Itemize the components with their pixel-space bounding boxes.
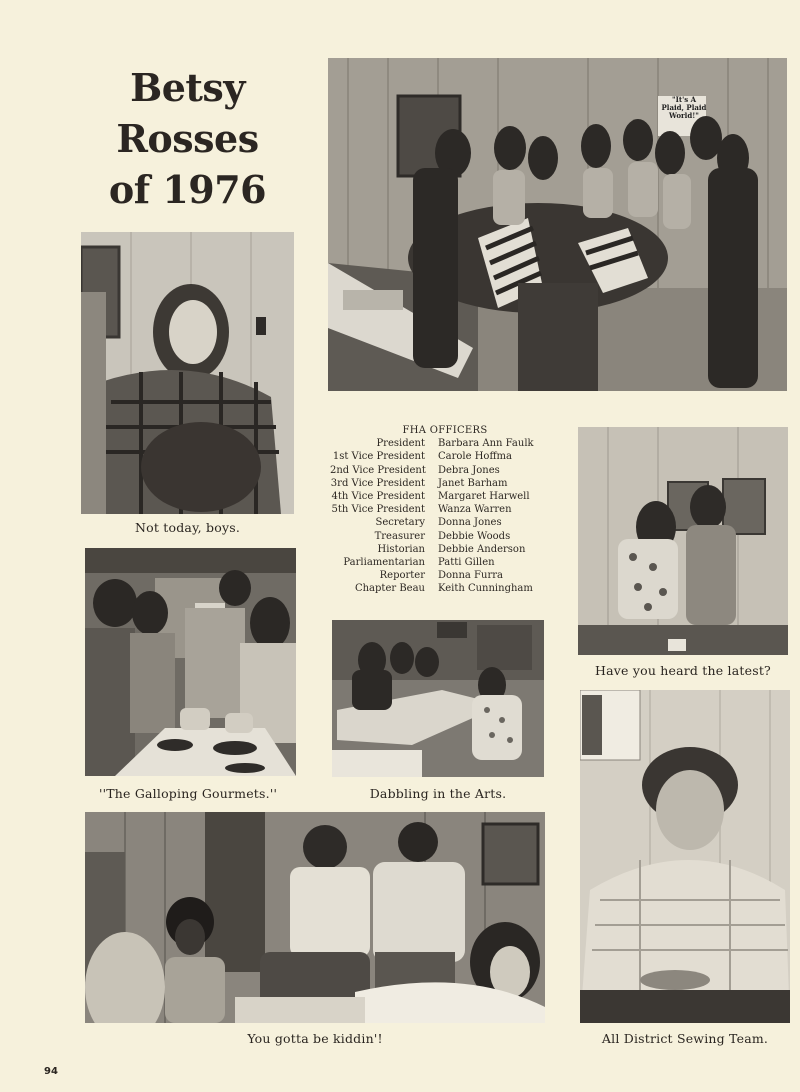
- officer-role: 2nd Vice President: [330, 464, 426, 476]
- officer-role: Reporter: [379, 570, 425, 582]
- officer-row: [330, 516, 550, 529]
- officer-role: Chapter Beau: [354, 583, 425, 595]
- officer-name: Debra Jones: [438, 464, 500, 476]
- officer-row: [330, 556, 550, 569]
- officer-name: Janet Barham: [438, 477, 508, 489]
- officer-name: Barbara Ann Faulk: [438, 438, 534, 450]
- fha-officers-list: [330, 424, 550, 596]
- sign-plaid-world: "It's A Plaid, Plaid World!": [661, 95, 707, 120]
- officer-name: Keith Cunningham: [438, 583, 533, 595]
- officer-row: [330, 503, 550, 516]
- officer-row: [330, 582, 550, 595]
- officer-row: [330, 530, 550, 543]
- officer-name: Debbie Anderson: [438, 543, 526, 555]
- photo-flag-sewing-group: [328, 58, 787, 391]
- photo-girl-plaid-shirt: [81, 232, 294, 514]
- officer-role: 4th Vice President: [331, 491, 425, 503]
- photo-two-girls-talking: [578, 427, 788, 655]
- officer-role: Secretary: [375, 517, 425, 529]
- photo-sewing-team-boy: [580, 690, 790, 1023]
- officer-name: Margaret Harwell: [438, 491, 530, 503]
- officer-name: Carole Hoffma: [438, 451, 512, 463]
- caption-sewing-team: All District Sewing Team.: [601, 1031, 769, 1046]
- officer-name: Patti Gillen: [438, 557, 495, 569]
- title-line-2: Rosses: [116, 116, 259, 161]
- officer-name: Donna Furra: [438, 570, 503, 582]
- officer-role: 5th Vice President: [331, 504, 425, 516]
- caption-not-today-boys: Not today, boys.: [135, 520, 240, 535]
- caption-heard-latest: Have you heard the latest?: [595, 663, 771, 678]
- officer-row: [330, 450, 550, 463]
- caption-galloping-gourmets: ''The Galloping Gourmets.'': [99, 786, 278, 801]
- officer-name: Wanza Warren: [438, 504, 512, 516]
- caption-dabbling-arts: Dabbling in the Arts.: [369, 786, 507, 801]
- officer-name: Donna Jones: [438, 517, 502, 529]
- officer-role: President: [376, 438, 425, 450]
- officer-row: [330, 464, 550, 477]
- officer-role: Treasurer: [374, 530, 425, 542]
- officer-name: Debbie Woods: [438, 530, 511, 542]
- officer-role: 1st Vice President: [332, 451, 425, 463]
- officer-row: [330, 569, 550, 582]
- photo-dabbling-in-arts: [332, 620, 544, 777]
- page-title: [100, 62, 275, 215]
- photo-gotta-be-kiddin: [85, 812, 545, 1023]
- officer-row: [330, 490, 550, 503]
- title-line-3: of 1976: [108, 167, 267, 212]
- officer-role: Parliamentarian: [343, 557, 425, 569]
- title-line-1: Betsy: [130, 65, 245, 110]
- officer-row: [330, 543, 550, 556]
- caption-gotta-be-kiddin: You gotta be kiddin'!: [247, 1031, 383, 1046]
- officers-heading: FHA OFFICERS: [402, 425, 488, 436]
- officer-role: 3rd Vice President: [330, 477, 425, 489]
- officer-role: Historian: [377, 543, 425, 555]
- photo-galloping-gourmets: [85, 548, 296, 776]
- page-number: 94: [44, 1066, 58, 1077]
- officer-row: [330, 437, 550, 450]
- officer-row: [330, 477, 550, 490]
